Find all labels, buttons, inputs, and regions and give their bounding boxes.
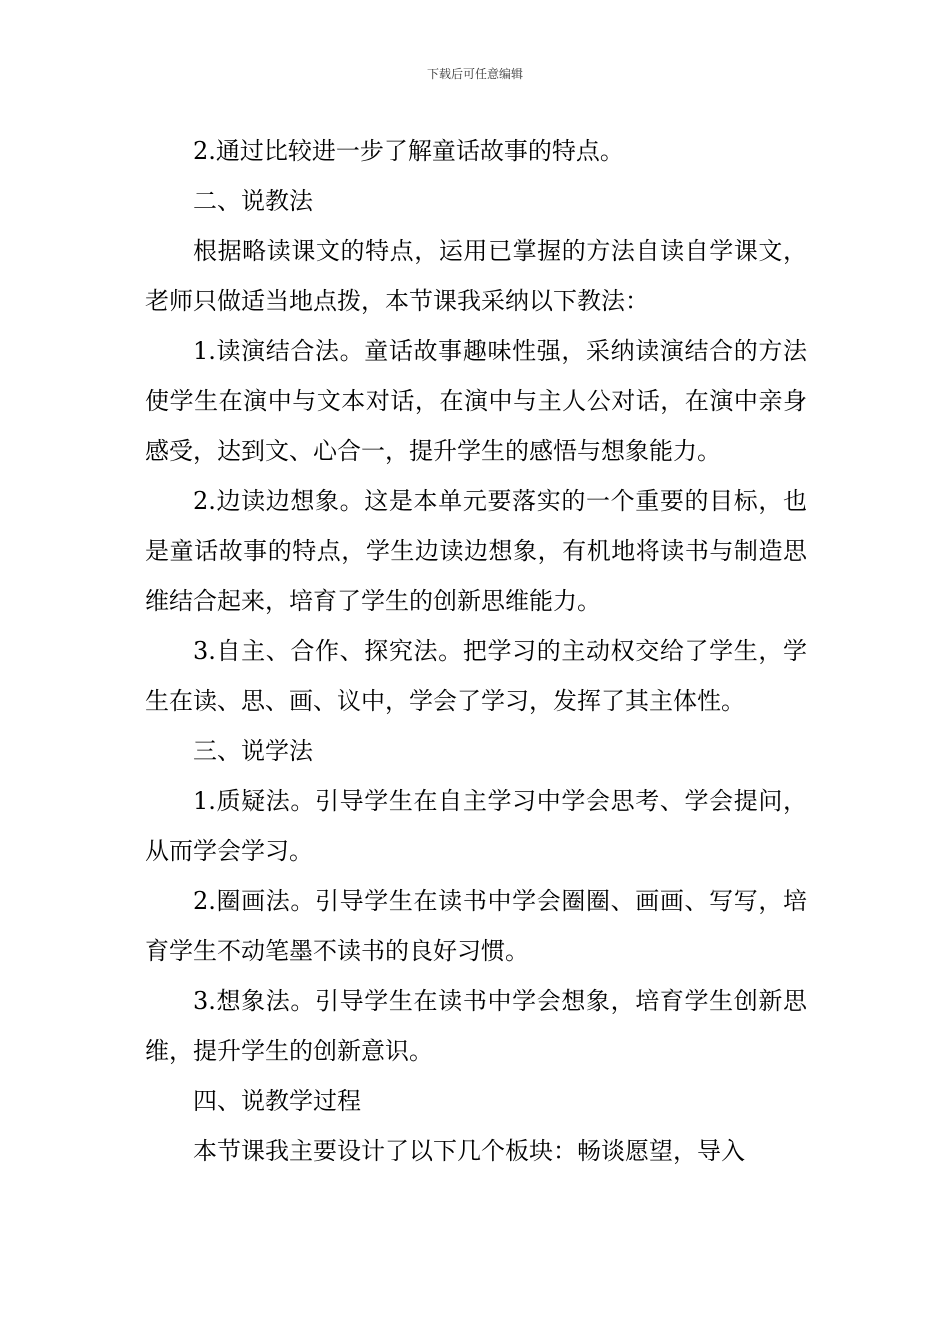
section-heading-teaching-process: 四、说教学过程: [193, 1087, 361, 1115]
section-heading-teaching-methods: 二、说教法: [193, 187, 313, 215]
paragraph-process-intro: 本节课我主要设计了以下几个板块：畅谈愿望，导入: [193, 1137, 745, 1165]
paragraph-goal-2: 2.通过比较进一步了解童话故事的特点。: [193, 137, 624, 165]
paragraph-method-2: 2.边读边想象。这是本单元要落实的一个重要的目标，也是童话故事的特点，学生边读边想象，有机地将读书与制造思维结合起来，培育了学生的创新思维能力。: [145, 487, 807, 615]
paragraph-learning-3: 3.想象法。引导学生在读书中学会想象，培育学生创新思维，提升学生的创新意识。: [145, 987, 807, 1065]
paragraph-method-3: 3.自主、合作、探究法。把学习的主动权交给了学生，学生在读、思、画、议中，学会了学习，发挥了其主体性。: [145, 637, 807, 715]
document-body: [145, 126, 807, 1176]
section-heading-learning-methods: 三、说学法: [193, 737, 313, 765]
page-header: 下载后可任意编辑: [426, 67, 523, 81]
paragraph-learning-1: 1.质疑法。引导学生在自主学习中学会思考、学会提问，从而学会学习。: [145, 787, 807, 865]
paragraph-teaching-intro: 根据略读课文的特点，运用已掌握的方法自读自学课文，老师只做适当地点拨，本节课我采纳以下教法：: [145, 237, 807, 315]
paragraph-method-1: 1.读演结合法。童话故事趣味性强，采纳读演结合的方法使学生在演中与文本对话，在演中与主人公对话，在演中亲身感受，达到文、心合一，提升学生的感悟与想象能力。: [145, 337, 807, 465]
paragraph-learning-2: 2.圈画法。引导学生在读书中学会圈圈、画画、写写，培育学生不动笔墨不读书的良好习惯。: [145, 887, 807, 965]
